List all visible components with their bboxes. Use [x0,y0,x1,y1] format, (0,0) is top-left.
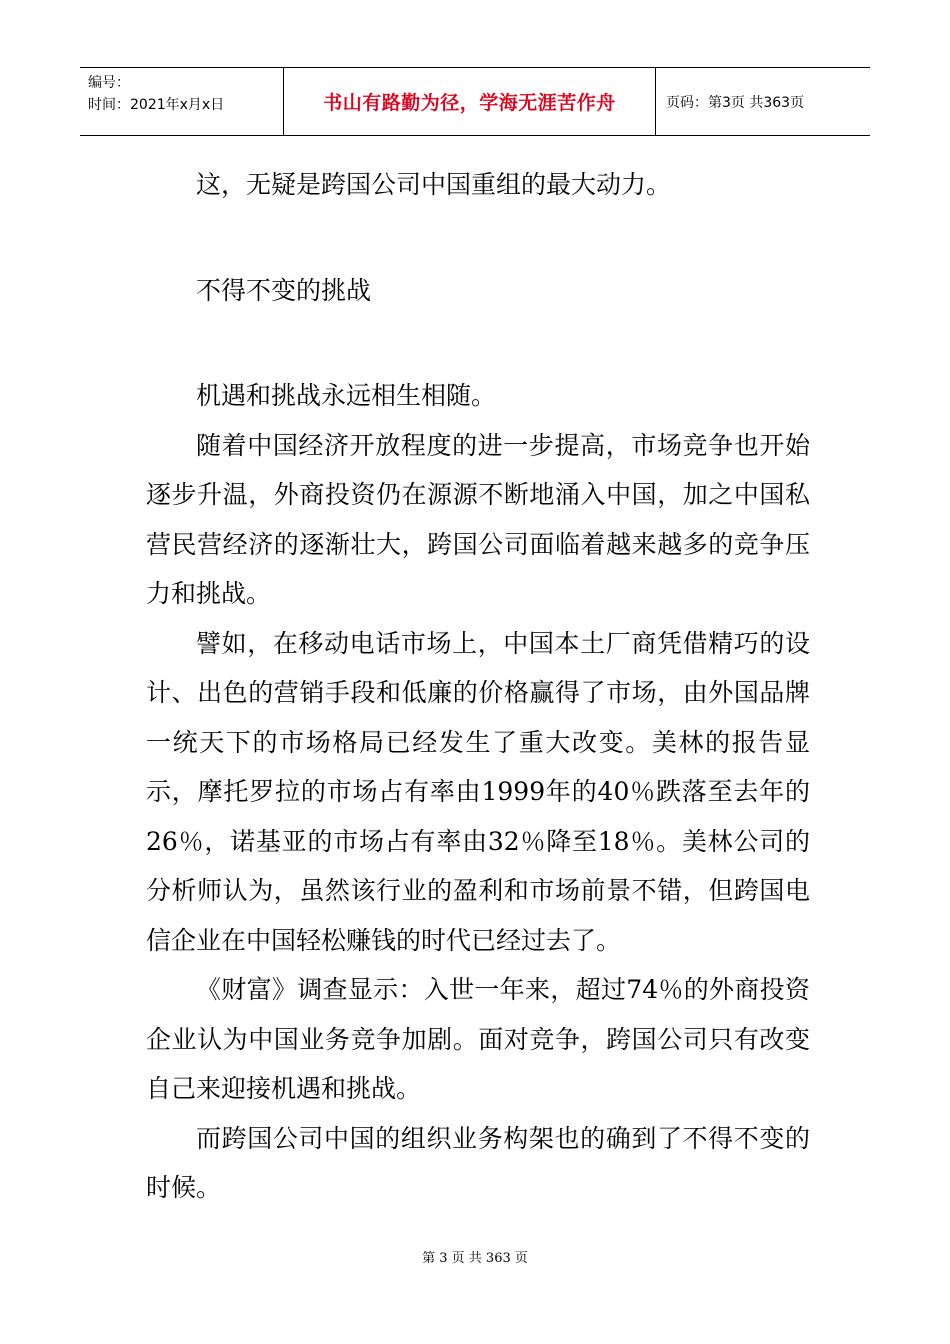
paragraph: 而跨国公司中国的组织业务构架也的确到了不得不变的时候。 [146,1123,810,1202]
paragraph: 随着中国经济开放程度的进一步提高，市场竞争也开始逐步升温，外商投资仍在源源不断地涌入中国，加之中国私营民营经济的逐渐壮大，跨国公司面临着越来越多的竞争压力和挑战。 [146,430,810,608]
page-info: 页码：第3页 共363页 [666,94,805,111]
header-page-cell [656,68,870,135]
paragraph: 《财富》调查显示：入世一年来，超过74％的外商投资企业认为中国业务竞争加剧。面对竞争，跨国公司只有改变自己来迎接机遇和挑战。 [146,975,810,1103]
paragraph: 这，无疑是跨国公司中国重组的最大动力。 [196,170,672,199]
time-label: 时间：2021年x月x日 [88,97,225,113]
motto-text: 书山有路勤为径，学海无涯苦作舟 [323,92,616,114]
page-footer: 第 3 页 共 363 页 [422,1251,528,1266]
section-heading: 不得不变的挑战 [196,275,372,305]
document-header [80,67,870,136]
paragraph: 譬如，在移动电话市场上，中国本土厂商凭借精巧的设计、出色的营销手段和低廉的价格赢得了市场，由外国品牌一统天下的市场格局已经发生了重大改变。美林的报告显示，摩托罗拉的市场占有率由1999年的40％跌落至去年的26％，诺基亚的市场占有率由32％降至18％。美林公司的分析师认为，虽然该行业的盈利和市场前景不错，但跨国电信企业在中国轻松赚钱的时代已经过去了。 [146,628,810,955]
header-meta-cell [80,68,283,135]
number-label: 编号： [88,75,130,91]
header-motto-cell [283,68,656,135]
document-body [146,160,810,1213]
paragraph: 机遇和挑战永远相生相随。 [196,381,497,410]
